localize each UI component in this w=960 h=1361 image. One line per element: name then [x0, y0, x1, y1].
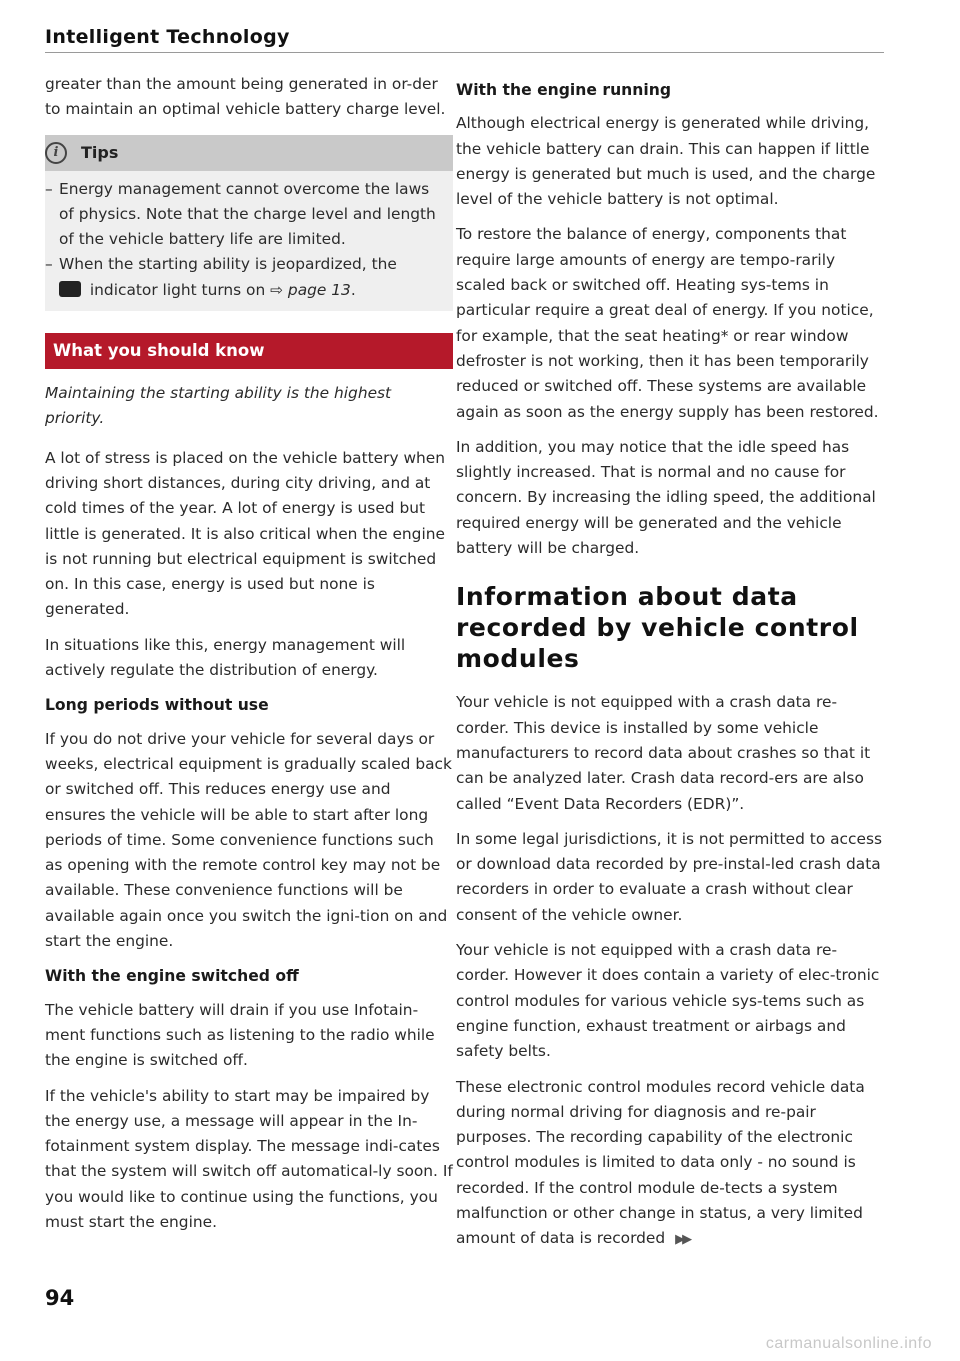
page-number: 94 [45, 1286, 75, 1310]
tips-box [45, 135, 453, 311]
paragraph: To restore the balance of energy, components that require large amounts of energy are tempo-rarily scaled back or switched off. Heating sys-tems in particular require a great deal of energy. If you notice, for example, that the seat heating* or rear window defroster is not working, then it has been temporarily reduced or switched off. These systems are available again as soon as the energy supply has been restored. [456, 225, 879, 421]
watermark: carmanualsonline.info [765, 1335, 932, 1352]
paragraph: Although electrical energy is generated while driving, the vehicle battery can drain. This can happen if little energy is generated but much is used, and the charge level of the vehicle battery is not optimal. [456, 114, 876, 209]
chapter-heading: Information about data recorded by vehicle control modules [456, 582, 859, 674]
tip-text-end: . [350, 280, 356, 299]
page-reference-link[interactable]: ⇨ page 13 [270, 280, 351, 299]
subheading: With the engine running [456, 81, 671, 99]
paragraph-text: These electronic control modules record vehicle data during normal driving for diagnosis and re-pair purposes. The recording capability of the electronic control modules is limited to data only - no sound is recorded. If the control module de-tects a system malfunction or other change in status, a very limited amount of data is recorded [456, 1077, 865, 1248]
battery-indicator-icon [59, 281, 81, 297]
tips-list [45, 171, 453, 305]
tip-text: indicator light turns on [89, 280, 266, 299]
paragraph: If the vehicle's ability to start may be impaired by the energy use, a message will appear in the In-fotainment system display. The message indi-cates that the system will switch off automatical-ly soon. If you would like to continue using the functions, you must start the engine. [45, 1086, 453, 1231]
paragraph: Your vehicle is not equipped with a crash data re-corder. This device is installed by some vehicle manufacturers to record data about crashes so that it can be analyzed later. Crash data record-ers are also called “Event Data Recorders (EDR)”. [456, 693, 871, 813]
tip-item [45, 252, 445, 303]
section-title: What you should know [45, 333, 453, 369]
subheading: With the engine switched off [45, 967, 299, 986]
paragraph-continued: greater than the amount being generated in or-der to maintain an optimal vehicle battery charge level. [45, 75, 446, 119]
info-icon: i [45, 142, 67, 164]
paragraph [456, 1075, 884, 1253]
chapter-title: Intelligent Technology [45, 26, 290, 48]
left-column [45, 72, 453, 1245]
paragraph: Your vehicle is not equipped with a crash data re-corder. However it does contain a variety of elec-tronic control modules for various vehicle sys-tems such as engine function, exhaust treatment or airbags and safety belts. [456, 941, 880, 1061]
paragraph: In some legal jurisdictions, it is not permitted to access or download data recorded by pre-instal-led crash data recorders in order to evaluate a crash without clear consent of the vehicle owner. [456, 829, 882, 924]
continue-arrow-icon: ▶▶ [675, 1232, 690, 1248]
paragraph: In situations like this, energy management will actively regulate the distribution of energy. [45, 635, 406, 680]
paragraph: The vehicle battery will drain if you use Infotain-ment functions such as listening to the radio while the engine is switched off. [45, 1000, 435, 1070]
paragraph: If you do not drive your vehicle for several days or weeks, electrical equipment is gradually scaled back or switched off. This reduces energy use and ensures the vehicle will be able to start after long periods of time. Some convenience functions such as opening with the remote control key may not be available. These convenience functions will be available again once you switch the igni-tion on and start the engine. [45, 729, 452, 951]
paragraph: In addition, you may notice that the idle speed has slightly increased. That is normal and no cause for concern. By increasing the idling speed, the additional required energy will be generated and the vehicle battery will be charged. [456, 437, 876, 558]
subheading: Long periods without use [45, 696, 269, 715]
tips-label: Tips [81, 142, 119, 162]
right-column [456, 76, 884, 1263]
section-intro: Maintaining the starting ability is the highest priority. [45, 384, 392, 428]
tip-text: When the starting ability is jeopardized, the [59, 255, 397, 274]
tip-item: – Energy management cannot overcome the laws of physics. Note that the charge level and length of the vehicle battery life are limited. [45, 177, 445, 253]
header-divider [45, 52, 884, 53]
tips-header [45, 135, 453, 171]
paragraph: A lot of stress is placed on the vehicle battery when driving short distances, during city driving, and at cold times of the year. A lot of energy is used but little is generated. It is also critical when the engine is not running but electrical equipment is switched on. In this case, energy is used but none is generated. [45, 448, 446, 619]
